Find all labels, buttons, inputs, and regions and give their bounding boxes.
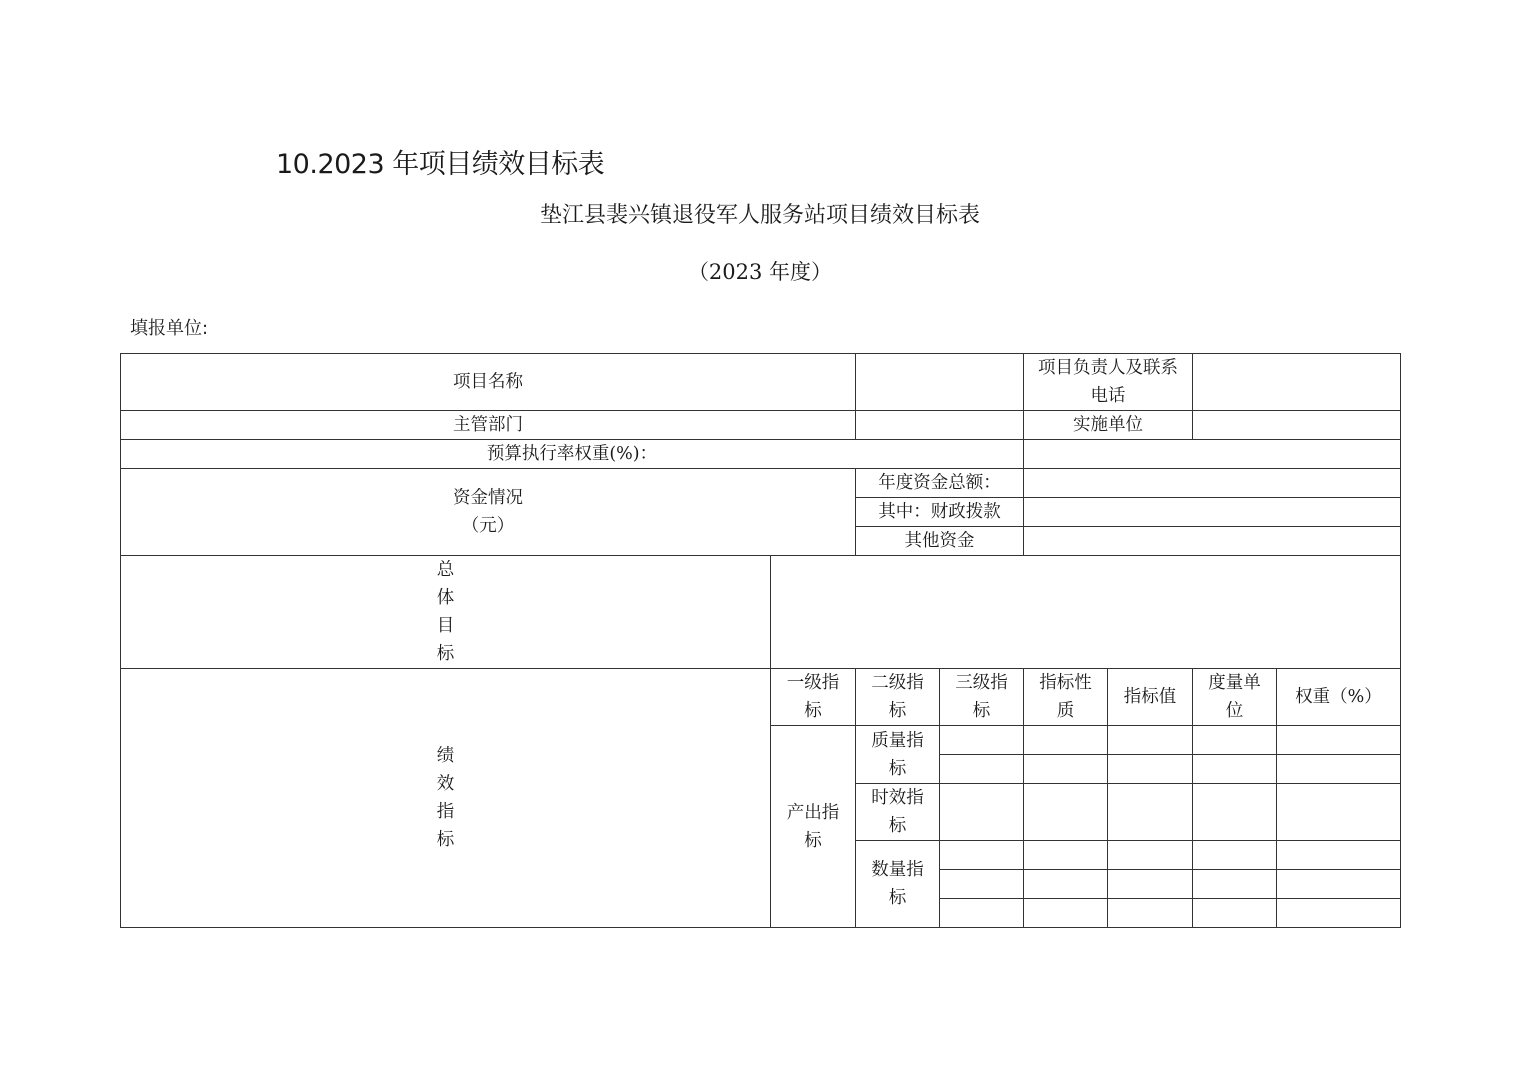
header-unit: 度量单位 [1193,669,1277,726]
table-cell[interactable] [1277,841,1401,870]
table-cell[interactable] [1024,784,1108,841]
fiscal-field[interactable] [1024,498,1401,527]
output-indicator-label: 产出指标 [771,726,856,928]
overall-goal-field[interactable] [771,556,1401,669]
funding-label-line2: （元） [461,516,515,536]
header-nature: 指标性质 [1024,669,1108,726]
header-weight: 权重（%） [1277,669,1401,726]
table-cell[interactable] [1193,726,1277,755]
quality-indicator-label: 质量指标 [856,726,940,784]
other-funds-label: 其他资金 [856,527,1024,556]
project-lead-field[interactable] [1193,354,1401,411]
table-cell[interactable] [940,784,1024,841]
table-cell[interactable] [1024,899,1108,928]
fill-unit-label: 填报单位: [130,318,209,339]
table-cell[interactable] [940,899,1024,928]
department-field[interactable] [856,411,1024,440]
funding-label-line1: 资金情况 [453,488,523,508]
table-cell[interactable] [1277,755,1401,784]
table-cell[interactable] [1108,870,1193,899]
indicator-header-row [121,669,1401,726]
table-cell[interactable] [1108,841,1193,870]
project-name-field[interactable] [856,354,1024,411]
table-row [121,354,1401,411]
table-cell[interactable] [1193,899,1277,928]
table-row [121,556,1401,669]
overall-goal-label-text: 总体目标 [436,560,455,664]
project-lead-label-text: 项目负责人及联系电话 [1038,358,1178,406]
table-cell[interactable] [1024,870,1108,899]
table-cell[interactable] [1024,726,1108,755]
table-cell[interactable] [1108,755,1193,784]
annual-total-field[interactable] [1024,469,1401,498]
table-cell[interactable] [1277,726,1401,755]
year-label: （2023 年度） [687,260,833,284]
performance-label-text: 绩效指标 [436,746,455,850]
table-cell[interactable] [1193,841,1277,870]
header-level3: 三级指标 [940,669,1024,726]
budget-rate-label: 预算执行率权重(%)： [121,440,1024,469]
table-cell[interactable] [1193,755,1277,784]
table-cell[interactable] [1108,784,1193,841]
annual-total-label: 年度资金总额： [856,469,1024,498]
performance-target-table [120,353,1401,928]
table-row [121,411,1401,440]
table-cell[interactable] [940,870,1024,899]
table-cell[interactable] [1277,899,1401,928]
header-level2: 二级指标 [856,669,940,726]
timeliness-indicator-label: 时效指标 [856,784,940,841]
other-funds-field[interactable] [1024,527,1401,556]
table-cell[interactable] [940,841,1024,870]
overall-goal-label [121,556,771,669]
document-title: 垫江县裴兴镇退役军人服务站项目绩效目标表 [539,203,980,228]
funding-label [121,469,856,556]
table-cell[interactable] [1277,870,1401,899]
header-value: 指标值 [1108,669,1193,726]
table-cell[interactable] [940,755,1024,784]
project-name-label: 项目名称 [121,354,856,411]
table-cell[interactable] [1193,784,1277,841]
project-lead-label [1024,354,1193,411]
fiscal-label: 其中：财政拨款 [856,498,1024,527]
section-heading: 10.2023 年项目绩效目标表 [276,149,605,180]
quantity-indicator-label: 数量指标 [856,841,940,928]
impl-unit-field[interactable] [1193,411,1401,440]
performance-label [121,669,771,928]
table-row [121,440,1401,469]
table-row [121,469,1401,498]
impl-unit-label: 实施单位 [1024,411,1193,440]
budget-rate-field[interactable] [1024,440,1401,469]
table-cell[interactable] [1024,841,1108,870]
department-label: 主管部门 [121,411,856,440]
table-cell[interactable] [1277,784,1401,841]
header-level1: 一级指标 [771,669,856,726]
table-cell[interactable] [1024,755,1108,784]
table-cell[interactable] [1108,899,1193,928]
table-cell[interactable] [1193,870,1277,899]
table-cell[interactable] [1108,726,1193,755]
table-cell[interactable] [940,726,1024,755]
